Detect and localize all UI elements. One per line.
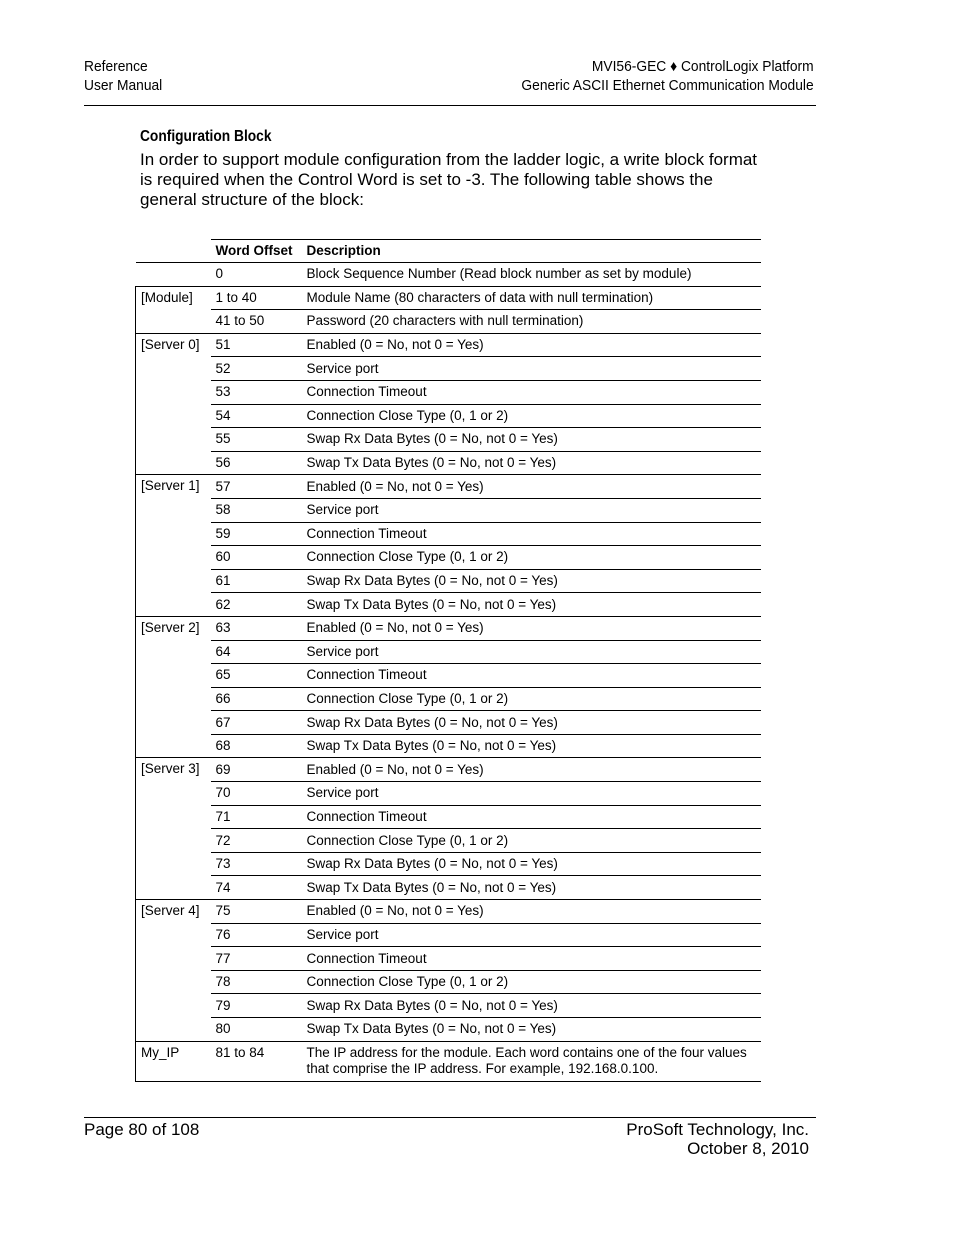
- word-offset-cell: 77: [211, 947, 302, 971]
- description-cell: Connection Timeout: [302, 380, 761, 404]
- header-right: [522, 57, 814, 95]
- description-cell: Enabled (0 = No, not 0 = Yes): [302, 900, 761, 924]
- description-cell: The IP address for the module. Each word contains one of the four values that comprise the IP address. For example, 192.168.0.100.: [302, 1041, 761, 1081]
- group-label-cell: [Server 0]: [136, 333, 211, 475]
- word-offset-cell: 52: [211, 357, 302, 381]
- footer-company: ProSoft Technology, Inc.: [626, 1120, 809, 1139]
- footer-date: October 8, 2010: [687, 1139, 809, 1158]
- table-row: [136, 593, 761, 617]
- table-row: [136, 357, 761, 381]
- table-row: [136, 569, 761, 593]
- group-label-cell: My_IP: [136, 1041, 211, 1081]
- group-label-cell: [Server 2]: [136, 616, 211, 758]
- description-cell: Block Sequence Number (Read block number as set by module): [302, 263, 761, 287]
- table-header-blank: [136, 240, 211, 263]
- description-cell: Swap Rx Data Bytes (0 = No, not 0 = Yes): [302, 428, 761, 452]
- word-offset-cell: 60: [211, 546, 302, 570]
- table-body: [136, 263, 761, 1082]
- word-offset-cell: 0: [211, 263, 302, 287]
- group-label-cell: [Module]: [136, 286, 211, 333]
- header-left: [84, 57, 162, 95]
- table-row: [136, 923, 761, 947]
- table-row: [136, 970, 761, 994]
- table-row: [136, 404, 761, 428]
- description-cell: Connection Timeout: [302, 522, 761, 546]
- group-label-cell: [Server 3]: [136, 758, 211, 900]
- word-offset-cell: 75: [211, 900, 302, 924]
- description-cell: Connection Timeout: [302, 664, 761, 688]
- configuration-block-table: [135, 239, 761, 1082]
- group-label-cell: [Server 4]: [136, 900, 211, 1042]
- table-row: [136, 286, 761, 310]
- word-offset-cell: 74: [211, 876, 302, 900]
- description-cell: Enabled (0 = No, not 0 = Yes): [302, 333, 761, 357]
- word-offset-cell: 61: [211, 569, 302, 593]
- description-cell: Service port: [302, 357, 761, 381]
- table-row: [136, 451, 761, 475]
- table-row: [136, 546, 761, 570]
- word-offset-cell: 73: [211, 852, 302, 876]
- word-offset-cell: 64: [211, 640, 302, 664]
- description-cell: Service port: [302, 923, 761, 947]
- word-offset-cell: 56: [211, 451, 302, 475]
- word-offset-cell: 70: [211, 782, 302, 806]
- word-offset-cell: 65: [211, 664, 302, 688]
- header-product-name: MVI56-GEC ♦ ControlLogix Platform: [592, 58, 814, 75]
- word-offset-cell: 71: [211, 805, 302, 829]
- description-cell: Password (20 characters with null termination): [302, 310, 761, 334]
- table-row: [136, 805, 761, 829]
- description-cell: Connection Close Type (0, 1 or 2): [302, 546, 761, 570]
- intro-paragraph: In order to support module configuration from the ladder logic, a write block format is required when the Control Word is set to -3. The following table shows the general structure of the block:: [140, 150, 758, 209]
- description-cell: Connection Close Type (0, 1 or 2): [302, 687, 761, 711]
- description-cell: Swap Rx Data Bytes (0 = No, not 0 = Yes): [302, 711, 761, 735]
- description-cell: Swap Tx Data Bytes (0 = No, not 0 = Yes): [302, 876, 761, 900]
- table-row: [136, 758, 761, 782]
- section-title: Configuration Block: [140, 128, 272, 145]
- group-label-cell: [Server 1]: [136, 475, 211, 617]
- description-cell: Enabled (0 = No, not 0 = Yes): [302, 758, 761, 782]
- table-header-description: Description: [302, 240, 761, 263]
- description-cell: Connection Close Type (0, 1 or 2): [302, 829, 761, 853]
- footer-right: [626, 1120, 809, 1158]
- word-offset-cell: 76: [211, 923, 302, 947]
- header-section-name: Reference: [84, 58, 148, 75]
- table-row: [136, 475, 761, 499]
- description-cell: Swap Tx Data Bytes (0 = No, not 0 = Yes): [302, 451, 761, 475]
- table-row: [136, 616, 761, 640]
- table-row: [136, 380, 761, 404]
- word-offset-cell: 55: [211, 428, 302, 452]
- word-offset-cell: 59: [211, 522, 302, 546]
- table-header-row: [136, 240, 761, 263]
- description-cell: Service port: [302, 498, 761, 522]
- word-offset-cell: 41 to 50: [211, 310, 302, 334]
- group-cell-blank: [136, 263, 211, 287]
- description-cell: Enabled (0 = No, not 0 = Yes): [302, 475, 761, 499]
- table-row: [136, 782, 761, 806]
- word-offset-cell: 80: [211, 1018, 302, 1042]
- word-offset-cell: 78: [211, 970, 302, 994]
- description-cell: Connection Timeout: [302, 805, 761, 829]
- header-divider: [84, 105, 816, 106]
- table-row: [136, 263, 761, 287]
- word-offset-cell: 67: [211, 711, 302, 735]
- word-offset-cell: 53: [211, 380, 302, 404]
- description-cell: Swap Rx Data Bytes (0 = No, not 0 = Yes): [302, 852, 761, 876]
- footer-page-number: Page 80 of 108: [84, 1120, 200, 1139]
- word-offset-cell: 66: [211, 687, 302, 711]
- table-row: [136, 1018, 761, 1042]
- description-cell: Service port: [302, 782, 761, 806]
- table-header-offset: Word Offset: [211, 240, 302, 263]
- table-row: [136, 852, 761, 876]
- word-offset-cell: 79: [211, 994, 302, 1018]
- description-cell: Connection Timeout: [302, 947, 761, 971]
- description-cell: Connection Close Type (0, 1 or 2): [302, 404, 761, 428]
- header-product-description: Generic ASCII Ethernet Communication Module: [521, 77, 814, 94]
- word-offset-cell: 58: [211, 498, 302, 522]
- description-cell: Swap Tx Data Bytes (0 = No, not 0 = Yes): [302, 593, 761, 617]
- description-cell: Swap Tx Data Bytes (0 = No, not 0 = Yes): [302, 1018, 761, 1042]
- table-row: [136, 711, 761, 735]
- table-row: [136, 640, 761, 664]
- table-row: [136, 664, 761, 688]
- word-offset-cell: 68: [211, 734, 302, 758]
- table-row: [136, 829, 761, 853]
- description-cell: Connection Close Type (0, 1 or 2): [302, 970, 761, 994]
- description-cell: Swap Tx Data Bytes (0 = No, not 0 = Yes): [302, 734, 761, 758]
- table-row: [136, 734, 761, 758]
- table-row: [136, 900, 761, 924]
- table-row: [136, 333, 761, 357]
- footer-divider: [84, 1117, 816, 1118]
- table-row: [136, 498, 761, 522]
- word-offset-cell: 63: [211, 616, 302, 640]
- table-row: [136, 687, 761, 711]
- word-offset-cell: 69: [211, 758, 302, 782]
- table-row: [136, 994, 761, 1018]
- description-cell: Module Name (80 characters of data with null termination): [302, 286, 761, 310]
- word-offset-cell: 62: [211, 593, 302, 617]
- word-offset-cell: 54: [211, 404, 302, 428]
- description-cell: Swap Rx Data Bytes (0 = No, not 0 = Yes): [302, 994, 761, 1018]
- word-offset-cell: 81 to 84: [211, 1041, 302, 1081]
- table-row: [136, 1041, 761, 1081]
- description-cell: Enabled (0 = No, not 0 = Yes): [302, 616, 761, 640]
- table-row: [136, 522, 761, 546]
- word-offset-cell: 72: [211, 829, 302, 853]
- description-cell: Service port: [302, 640, 761, 664]
- description-cell: Swap Rx Data Bytes (0 = No, not 0 = Yes): [302, 569, 761, 593]
- table-row: [136, 947, 761, 971]
- word-offset-cell: 51: [211, 333, 302, 357]
- table-row: [136, 310, 761, 334]
- header-manual-type: User Manual: [84, 77, 163, 94]
- table-row: [136, 876, 761, 900]
- word-offset-cell: 1 to 40: [211, 286, 302, 310]
- table-row: [136, 428, 761, 452]
- word-offset-cell: 57: [211, 475, 302, 499]
